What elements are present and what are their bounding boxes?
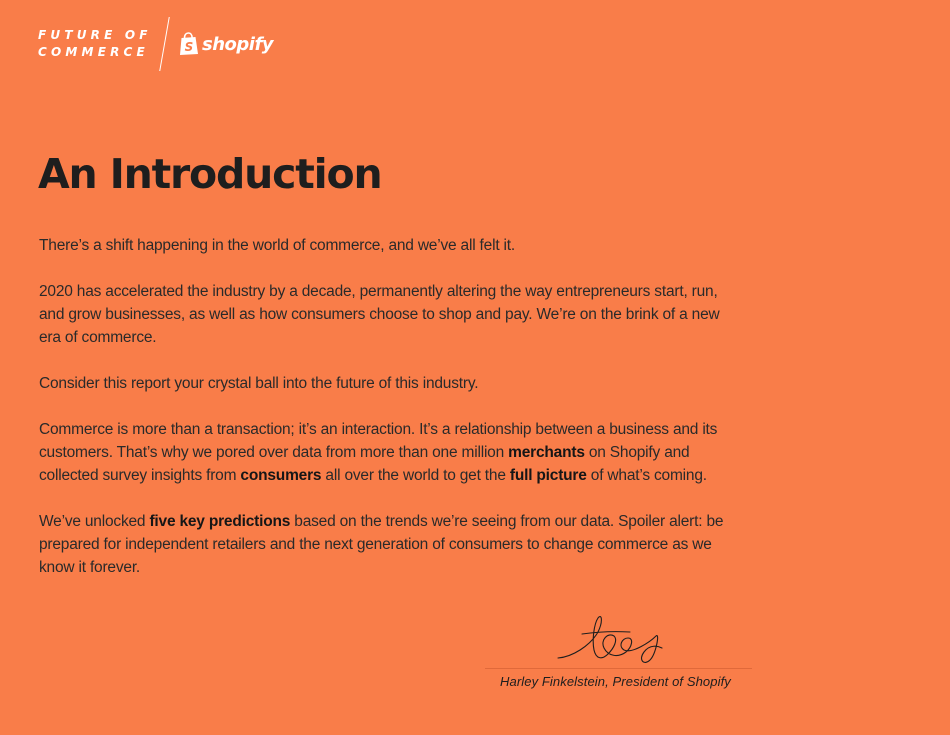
signature-caption: Harley Finkelstein, President of Shopify (500, 674, 731, 689)
signature-line (485, 668, 752, 669)
header (38, 17, 273, 71)
p5-text-1: We’ve unlocked (39, 513, 150, 530)
shopify-bag-icon (179, 32, 199, 56)
paragraph-2: 2020 has accelerated the industry by a decade, permanently altering the way entrepreneurs start, run, and grow businesses, as well as how consumers choose to shop and pay. We’re on the brink of a new era of commerce. (39, 283, 720, 346)
p5-bold-five-key-predictions: five key predictions (149, 513, 291, 530)
page-title: An Introduction (38, 150, 382, 198)
brand-wordmark (38, 27, 162, 61)
p4-text-2: on Shopify and collected survey insights from (39, 444, 690, 484)
paragraph-4 (39, 418, 729, 487)
svg-text:S: S (184, 40, 194, 54)
shopify-wordmark: shopify (202, 33, 274, 55)
paragraph-3: Consider this report your crystal ball into the future of this industry. (39, 375, 479, 392)
signature-graphic (552, 610, 667, 670)
p4-bold-merchants: merchants (508, 444, 585, 461)
brand-line-2: COMMERCE (38, 45, 149, 59)
p4-bold-consumers: consumers (240, 467, 322, 484)
p5-text-2: based on the trends we’re seeing from our data. Spoiler alert: be prepared for independent retailers and the next generation of consumers to change commerce as we know it forever. (39, 513, 724, 576)
paragraph-1: There’s a shift happening in the world of commerce, and we’ve all felt it. (39, 237, 516, 254)
p4-text-1: Commerce is more than a transaction; it’s an interaction. It’s a relationship between a business and its customers. That’s why we pored over data from more than one million (39, 421, 718, 461)
p4-text-3: all over the world to get the (321, 467, 510, 484)
p4-text-4: of what’s coming. (586, 467, 707, 484)
shopify-logo (179, 32, 273, 56)
paragraph-5 (39, 510, 729, 579)
p4-bold-full-picture: full picture (509, 467, 587, 484)
brand-line-1: FUTURE OF (38, 28, 152, 42)
intro-body (39, 234, 729, 602)
